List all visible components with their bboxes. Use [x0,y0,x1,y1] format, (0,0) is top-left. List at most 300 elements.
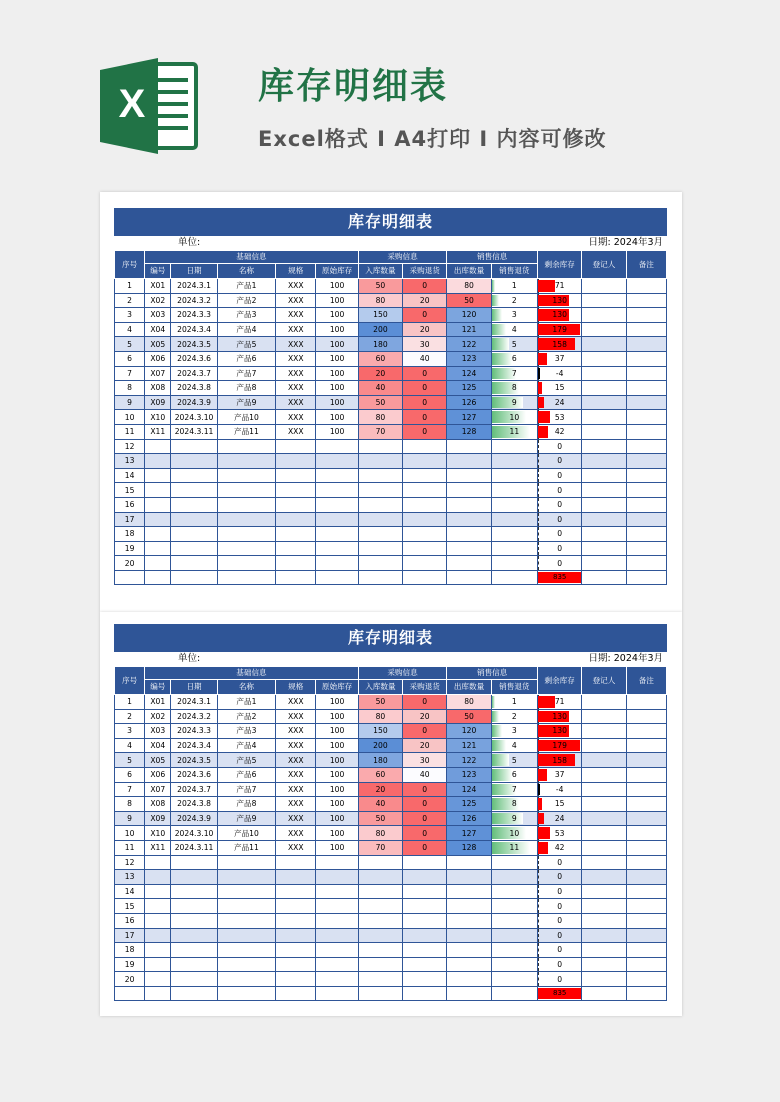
cell-seq[interactable]: 16 [115,913,145,928]
cell-in-qty[interactable]: 80 [358,293,402,308]
cell-in-qty[interactable] [358,855,402,870]
cell-out-qty[interactable] [447,483,491,498]
cell-in-qty[interactable]: 50 [358,395,402,410]
cell-purchase-return[interactable] [403,527,447,542]
cell-spec[interactable]: XXX [276,738,316,753]
cell-spec[interactable]: XXX [276,366,316,381]
cell-spec[interactable] [276,556,316,571]
cell-name[interactable] [217,928,275,943]
cell-out-qty[interactable]: 121 [447,738,491,753]
cell-spec[interactable] [276,972,316,987]
cell-remaining-stock[interactable] [538,424,582,439]
cell-name[interactable] [217,870,275,885]
cell-registrar[interactable] [582,527,626,542]
cell-in-qty[interactable] [358,468,402,483]
cell-date[interactable] [171,497,217,512]
cell-note[interactable] [626,870,666,885]
cell-out-qty[interactable] [447,454,491,469]
cell-remaining-stock[interactable] [538,870,582,885]
cell-sales-return[interactable] [491,468,537,483]
cell-code[interactable] [145,957,171,972]
cell-date[interactable] [171,855,217,870]
cell-note[interactable] [626,381,666,396]
cell-spec[interactable] [276,439,316,454]
cell-date[interactable] [171,527,217,542]
cell-purchase-return[interactable] [403,556,447,571]
cell-note[interactable] [626,410,666,425]
cell-name[interactable] [217,913,275,928]
cell-in-qty[interactable]: 60 [358,767,402,782]
cell-init[interactable]: 100 [316,381,358,396]
cell-spec[interactable]: XXX [276,424,316,439]
cell-init[interactable]: 100 [316,366,358,381]
cell-registrar[interactable] [582,366,626,381]
cell-registrar[interactable] [582,928,626,943]
cell-code[interactable] [145,439,171,454]
cell-sales-return[interactable] [491,738,537,753]
cell-purchase-return[interactable]: 20 [403,293,447,308]
cell-purchase-return[interactable]: 20 [403,322,447,337]
cell-name[interactable] [217,497,275,512]
cell-init[interactable] [316,855,358,870]
cell-purchase-return[interactable]: 0 [403,797,447,812]
cell-init[interactable] [316,497,358,512]
cell-date[interactable] [171,884,217,899]
cell-spec[interactable]: XXX [276,782,316,797]
cell-remaining-stock[interactable] [538,541,582,556]
cell-seq[interactable]: 19 [115,541,145,556]
cell-name[interactable] [217,541,275,556]
cell-purchase-return[interactable]: 20 [403,738,447,753]
cell-note[interactable] [626,497,666,512]
cell-remaining-stock[interactable] [538,366,582,381]
cell-note[interactable] [626,556,666,571]
cell-sales-return[interactable] [491,753,537,768]
cell-date[interactable] [171,870,217,885]
cell-purchase-return[interactable] [403,899,447,914]
cell-name[interactable]: 产品10 [217,826,275,841]
cell-spec[interactable] [276,454,316,469]
cell-sales-return[interactable] [491,695,537,710]
cell-in-qty[interactable] [358,439,402,454]
cell-spec[interactable] [276,541,316,556]
cell-code[interactable]: X03 [145,308,171,323]
cell-date[interactable]: 2024.3.1 [171,279,217,294]
cell-spec[interactable] [276,884,316,899]
cell-seq[interactable]: 11 [115,840,145,855]
cell-name[interactable] [217,556,275,571]
cell-purchase-return[interactable] [403,497,447,512]
cell-name[interactable]: 产品9 [217,811,275,826]
cell-name[interactable]: 产品4 [217,322,275,337]
cell-note[interactable] [626,439,666,454]
cell-code[interactable]: X02 [145,293,171,308]
cell-remaining-stock[interactable] [538,782,582,797]
cell-name[interactable]: 产品8 [217,381,275,396]
cell-note[interactable] [626,782,666,797]
cell-registrar[interactable] [582,337,626,352]
cell-name[interactable]: 产品5 [217,337,275,352]
cell-init[interactable]: 100 [316,395,358,410]
cell-out-qty[interactable] [447,556,491,571]
cell-date[interactable]: 2024.3.9 [171,811,217,826]
cell-remaining-stock[interactable] [538,293,582,308]
cell-registrar[interactable] [582,913,626,928]
cell-purchase-return[interactable] [403,541,447,556]
cell-in-qty[interactable]: 20 [358,366,402,381]
cell-date[interactable] [171,439,217,454]
cell-remaining-stock[interactable] [538,381,582,396]
cell-init[interactable]: 100 [316,337,358,352]
cell-registrar[interactable] [582,767,626,782]
cell-init[interactable]: 100 [316,724,358,739]
cell-seq[interactable]: 9 [115,395,145,410]
cell-date[interactable]: 2024.3.7 [171,366,217,381]
cell-out-qty[interactable] [447,899,491,914]
cell-code[interactable]: X07 [145,366,171,381]
cell-registrar[interactable] [582,395,626,410]
cell-registrar[interactable] [582,468,626,483]
cell-purchase-return[interactable]: 0 [403,381,447,396]
cell-out-qty[interactable]: 50 [447,709,491,724]
cell-code[interactable]: X03 [145,724,171,739]
cell-date[interactable]: 2024.3.6 [171,767,217,782]
cell-purchase-return[interactable] [403,884,447,899]
cell-spec[interactable]: XXX [276,709,316,724]
cell-out-qty[interactable] [447,497,491,512]
cell-out-qty[interactable]: 125 [447,797,491,812]
cell-name[interactable] [217,512,275,527]
cell-in-qty[interactable]: 80 [358,826,402,841]
cell-remaining-stock[interactable] [538,972,582,987]
cell-sales-return[interactable] [491,884,537,899]
cell-init[interactable] [316,527,358,542]
cell-date[interactable] [171,541,217,556]
cell-remaining-stock[interactable] [538,840,582,855]
cell-purchase-return[interactable]: 0 [403,695,447,710]
cell-note[interactable] [626,483,666,498]
cell-init[interactable] [316,483,358,498]
cell-remaining-stock[interactable] [538,753,582,768]
cell-code[interactable]: X08 [145,381,171,396]
cell-out-qty[interactable]: 122 [447,337,491,352]
cell-out-qty[interactable]: 80 [447,279,491,294]
cell-note[interactable] [626,337,666,352]
cell-sales-return[interactable] [491,943,537,958]
cell-init[interactable]: 100 [316,293,358,308]
cell-sales-return[interactable] [491,381,537,396]
cell-sales-return[interactable] [491,322,537,337]
cell-purchase-return[interactable]: 0 [403,366,447,381]
cell-date[interactable]: 2024.3.8 [171,381,217,396]
cell-seq[interactable]: 3 [115,308,145,323]
cell-name[interactable]: 产品11 [217,840,275,855]
cell-code[interactable]: X01 [145,695,171,710]
cell-code[interactable] [145,855,171,870]
cell-purchase-return[interactable]: 0 [403,724,447,739]
cell-registrar[interactable] [582,381,626,396]
cell-in-qty[interactable]: 180 [358,753,402,768]
cell-remaining-stock[interactable] [538,884,582,899]
cell-code[interactable]: X11 [145,840,171,855]
cell-seq[interactable]: 15 [115,483,145,498]
cell-name[interactable]: 产品6 [217,351,275,366]
cell-remaining-stock[interactable] [538,826,582,841]
cell-registrar[interactable] [582,410,626,425]
cell-registrar[interactable] [582,308,626,323]
cell-in-qty[interactable]: 20 [358,782,402,797]
cell-purchase-return[interactable]: 30 [403,753,447,768]
cell-purchase-return[interactable]: 40 [403,767,447,782]
cell-sales-return[interactable] [491,797,537,812]
cell-date[interactable]: 2024.3.3 [171,724,217,739]
cell-init[interactable] [316,556,358,571]
cell-purchase-return[interactable]: 0 [403,395,447,410]
cell-remaining-stock[interactable] [538,468,582,483]
cell-seq[interactable]: 17 [115,512,145,527]
cell-purchase-return[interactable] [403,855,447,870]
cell-seq[interactable]: 12 [115,855,145,870]
cell-init[interactable] [316,957,358,972]
cell-spec[interactable]: XXX [276,293,316,308]
cell-name[interactable] [217,855,275,870]
cell-name[interactable]: 产品1 [217,279,275,294]
cell-name[interactable] [217,957,275,972]
cell-date[interactable] [171,928,217,943]
cell-sales-return[interactable] [491,840,537,855]
cell-code[interactable] [145,913,171,928]
cell-sales-return[interactable] [491,972,537,987]
cell-in-qty[interactable]: 50 [358,279,402,294]
cell-sales-return[interactable] [491,899,537,914]
cell-in-qty[interactable]: 70 [358,840,402,855]
cell-registrar[interactable] [582,782,626,797]
cell-out-qty[interactable]: 126 [447,395,491,410]
cell-seq[interactable]: 7 [115,366,145,381]
cell-sales-return[interactable] [491,811,537,826]
cell-out-qty[interactable]: 121 [447,322,491,337]
cell-seq[interactable]: 12 [115,439,145,454]
cell-in-qty[interactable] [358,556,402,571]
cell-registrar[interactable] [582,724,626,739]
cell-note[interactable] [626,943,666,958]
cell-in-qty[interactable]: 40 [358,381,402,396]
cell-seq[interactable]: 6 [115,767,145,782]
cell-date[interactable] [171,899,217,914]
cell-code[interactable]: X11 [145,424,171,439]
cell-code[interactable]: X09 [145,811,171,826]
cell-registrar[interactable] [582,497,626,512]
cell-note[interactable] [626,454,666,469]
cell-purchase-return[interactable] [403,957,447,972]
cell-registrar[interactable] [582,439,626,454]
cell-purchase-return[interactable] [403,943,447,958]
cell-seq[interactable]: 18 [115,943,145,958]
cell-spec[interactable]: XXX [276,724,316,739]
cell-out-qty[interactable]: 126 [447,811,491,826]
cell-seq[interactable]: 10 [115,826,145,841]
cell-registrar[interactable] [582,351,626,366]
cell-purchase-return[interactable] [403,483,447,498]
cell-init[interactable] [316,913,358,928]
cell-sales-return[interactable] [491,424,537,439]
cell-sales-return[interactable] [491,556,537,571]
cell-date[interactable] [171,957,217,972]
cell-out-qty[interactable]: 127 [447,410,491,425]
cell-out-qty[interactable] [447,928,491,943]
cell-date[interactable] [171,972,217,987]
cell-name[interactable]: 产品2 [217,709,275,724]
cell-seq[interactable]: 17 [115,928,145,943]
cell-registrar[interactable] [582,512,626,527]
cell-init[interactable]: 100 [316,840,358,855]
cell-sales-return[interactable] [491,855,537,870]
cell-seq[interactable]: 5 [115,753,145,768]
cell-registrar[interactable] [582,884,626,899]
cell-note[interactable] [626,840,666,855]
cell-in-qty[interactable]: 80 [358,410,402,425]
cell-remaining-stock[interactable] [538,899,582,914]
cell-out-qty[interactable]: 128 [447,424,491,439]
cell-registrar[interactable] [582,870,626,885]
cell-note[interactable] [626,527,666,542]
cell-date[interactable] [171,468,217,483]
cell-name[interactable]: 产品1 [217,695,275,710]
cell-sales-return[interactable] [491,279,537,294]
cell-date[interactable]: 2024.3.2 [171,709,217,724]
cell-seq[interactable]: 13 [115,870,145,885]
cell-sales-return[interactable] [491,709,537,724]
cell-note[interactable] [626,957,666,972]
cell-in-qty[interactable] [358,541,402,556]
cell-init[interactable]: 100 [316,782,358,797]
cell-code[interactable]: X01 [145,279,171,294]
cell-sales-return[interactable] [491,512,537,527]
cell-sales-return[interactable] [491,527,537,542]
cell-name[interactable]: 产品4 [217,738,275,753]
cell-remaining-stock[interactable] [538,913,582,928]
cell-code[interactable]: X05 [145,753,171,768]
cell-date[interactable]: 2024.3.5 [171,753,217,768]
cell-out-qty[interactable]: 125 [447,381,491,396]
cell-note[interactable] [626,899,666,914]
cell-init[interactable]: 100 [316,811,358,826]
cell-code[interactable]: X06 [145,767,171,782]
cell-registrar[interactable] [582,279,626,294]
cell-purchase-return[interactable]: 20 [403,709,447,724]
cell-purchase-return[interactable] [403,468,447,483]
cell-code[interactable] [145,454,171,469]
cell-registrar[interactable] [582,840,626,855]
cell-remaining-stock[interactable] [538,308,582,323]
cell-seq[interactable]: 5 [115,337,145,352]
cell-in-qty[interactable]: 200 [358,738,402,753]
cell-spec[interactable]: XXX [276,337,316,352]
cell-note[interactable] [626,322,666,337]
cell-out-qty[interactable]: 128 [447,840,491,855]
cell-spec[interactable] [276,468,316,483]
cell-seq[interactable]: 20 [115,972,145,987]
cell-spec[interactable]: XXX [276,826,316,841]
cell-init[interactable] [316,928,358,943]
cell-remaining-stock[interactable] [538,279,582,294]
cell-spec[interactable]: XXX [276,767,316,782]
cell-remaining-stock[interactable] [538,395,582,410]
cell-registrar[interactable] [582,483,626,498]
cell-code[interactable] [145,556,171,571]
cell-note[interactable] [626,709,666,724]
cell-date[interactable]: 2024.3.2 [171,293,217,308]
cell-purchase-return[interactable] [403,972,447,987]
cell-date[interactable] [171,483,217,498]
cell-in-qty[interactable] [358,957,402,972]
cell-in-qty[interactable] [358,899,402,914]
cell-registrar[interactable] [582,972,626,987]
cell-in-qty[interactable]: 200 [358,322,402,337]
cell-note[interactable] [626,797,666,812]
cell-remaining-stock[interactable] [538,556,582,571]
cell-note[interactable] [626,738,666,753]
cell-out-qty[interactable]: 124 [447,366,491,381]
cell-purchase-return[interactable]: 0 [403,782,447,797]
cell-note[interactable] [626,826,666,841]
cell-remaining-stock[interactable] [538,337,582,352]
cell-in-qty[interactable]: 40 [358,797,402,812]
cell-code[interactable] [145,899,171,914]
cell-note[interactable] [626,293,666,308]
cell-name[interactable]: 产品6 [217,767,275,782]
cell-in-qty[interactable]: 60 [358,351,402,366]
cell-init[interactable]: 100 [316,753,358,768]
cell-in-qty[interactable]: 50 [358,811,402,826]
cell-purchase-return[interactable] [403,928,447,943]
cell-note[interactable] [626,351,666,366]
cell-init[interactable] [316,899,358,914]
cell-out-qty[interactable]: 50 [447,293,491,308]
cell-in-qty[interactable] [358,454,402,469]
cell-in-qty[interactable] [358,884,402,899]
cell-remaining-stock[interactable] [538,695,582,710]
cell-remaining-stock[interactable] [538,439,582,454]
cell-code[interactable]: X08 [145,797,171,812]
cell-in-qty[interactable] [358,870,402,885]
cell-in-qty[interactable] [358,512,402,527]
cell-note[interactable] [626,884,666,899]
cell-init[interactable]: 100 [316,322,358,337]
cell-registrar[interactable] [582,541,626,556]
cell-sales-return[interactable] [491,826,537,841]
cell-out-qty[interactable]: 123 [447,767,491,782]
cell-in-qty[interactable] [358,972,402,987]
cell-seq[interactable]: 14 [115,468,145,483]
cell-init[interactable]: 100 [316,279,358,294]
cell-name[interactable]: 产品2 [217,293,275,308]
cell-spec[interactable] [276,483,316,498]
cell-remaining-stock[interactable] [538,855,582,870]
cell-sales-return[interactable] [491,439,537,454]
cell-spec[interactable]: XXX [276,695,316,710]
cell-registrar[interactable] [582,826,626,841]
cell-code[interactable]: X10 [145,410,171,425]
cell-purchase-return[interactable]: 0 [403,308,447,323]
cell-seq[interactable]: 20 [115,556,145,571]
cell-out-qty[interactable] [447,527,491,542]
cell-remaining-stock[interactable] [538,957,582,972]
cell-spec[interactable]: XXX [276,381,316,396]
cell-purchase-return[interactable]: 0 [403,811,447,826]
cell-name[interactable]: 产品7 [217,366,275,381]
cell-date[interactable]: 2024.3.4 [171,322,217,337]
